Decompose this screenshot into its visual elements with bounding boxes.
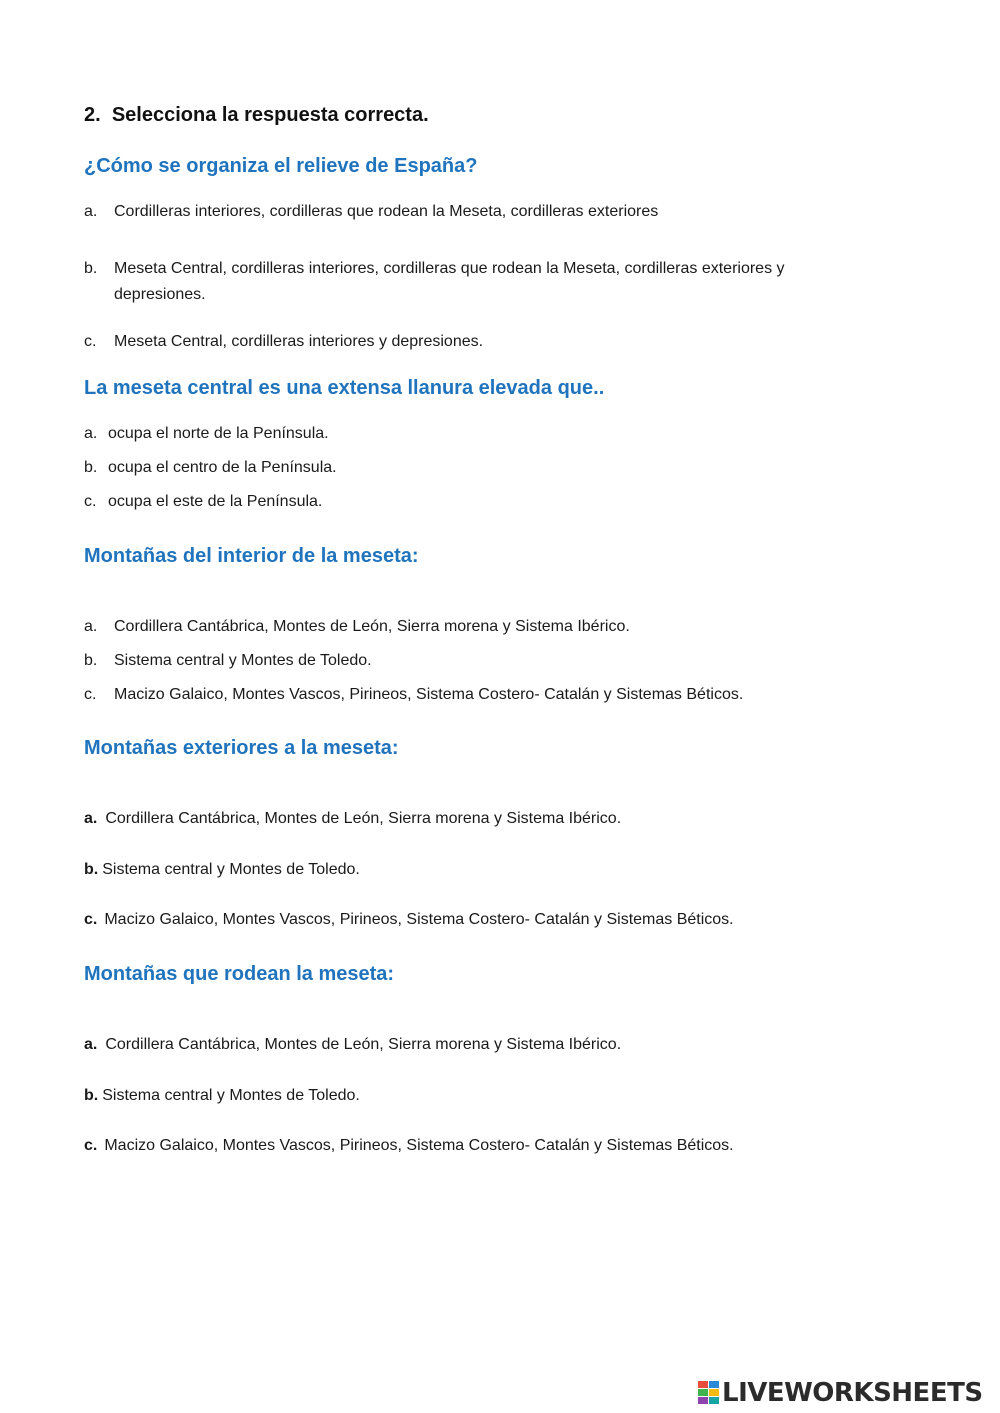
- question-3-option-a[interactable]: [84, 618, 630, 636]
- question-2-option-c[interactable]: [84, 493, 322, 511]
- question-1-option-a[interactable]: [84, 203, 658, 221]
- option-letter: c.: [84, 1137, 98, 1154]
- question-4-option-b[interactable]: [84, 861, 360, 879]
- option-text: Cordillera Cantábrica, Montes de León, Sierra morena y Sistema Ibérico.: [105, 810, 622, 827]
- liveworksheets-logo[interactable]: [698, 1376, 983, 1410]
- question-2-option-a[interactable]: [84, 425, 329, 443]
- option-letter: c.: [84, 911, 98, 928]
- liveworksheets-logo-text: LIVEWORKSHEETS: [722, 1378, 983, 1408]
- option-text: Cordillera Cantábrica, Montes de León, Sierra morena y Sistema Ibérico.: [105, 1036, 622, 1053]
- question-5-option-b[interactable]: [84, 1087, 360, 1105]
- option-letter: a.: [84, 810, 98, 827]
- option-text: Cordillera Cantábrica, Montes de León, Sierra morena y Sistema Ibérico.: [114, 618, 630, 635]
- title-number: 2.: [84, 104, 101, 126]
- option-letter: a.: [84, 203, 98, 220]
- option-letter: b.: [84, 1087, 99, 1104]
- question-1-heading: ¿Cómo se organiza el relieve de España?: [84, 155, 478, 177]
- question-3-option-b[interactable]: [84, 652, 372, 670]
- option-letter: b.: [84, 861, 99, 878]
- title-text: Selecciona la respuesta correcta.: [111, 104, 429, 126]
- question-1-option-b[interactable]: [84, 256, 785, 308]
- option-letter: c.: [84, 493, 97, 510]
- option-text: Sistema central y Montes de Toledo.: [102, 861, 360, 878]
- option-letter: a.: [84, 425, 98, 442]
- liveworksheets-logo-icon: [698, 1381, 720, 1405]
- option-letter: a.: [84, 618, 98, 635]
- option-text: Sistema central y Montes de Toledo.: [102, 1087, 360, 1104]
- option-letter: b.: [84, 260, 98, 277]
- option-letter: b.: [84, 652, 98, 669]
- option-text: ocupa el centro de la Península.: [108, 459, 337, 476]
- option-text: Cordilleras interiores, cordilleras que rodean la Meseta, cordilleras exteriores: [114, 203, 659, 220]
- option-text-continued: depresiones.: [114, 286, 206, 303]
- question-3-option-c[interactable]: [84, 686, 743, 704]
- option-letter: c.: [84, 333, 97, 350]
- question-4-heading: Montañas exteriores a la meseta:: [84, 737, 399, 759]
- option-text: Macizo Galaico, Montes Vascos, Pirineos, Sistema Costero- Catalán y Sistemas Béticos.: [104, 911, 734, 928]
- option-letter: c.: [84, 686, 97, 703]
- question-5-option-a[interactable]: [84, 1036, 621, 1054]
- option-letter: a.: [84, 1036, 98, 1053]
- option-letter: b.: [84, 459, 98, 476]
- question-1-option-c[interactable]: [84, 333, 483, 351]
- option-text: ocupa el este de la Península.: [108, 493, 323, 510]
- question-5-option-c[interactable]: [84, 1137, 734, 1155]
- question-4-option-a[interactable]: [84, 810, 621, 828]
- question-5-heading: Montañas que rodean la meseta:: [84, 963, 395, 985]
- question-2-heading: La meseta central es una extensa llanura elevada que..: [84, 377, 605, 399]
- page-title: [84, 104, 429, 127]
- option-text: Sistema central y Montes de Toledo.: [114, 652, 372, 669]
- option-text: Macizo Galaico, Montes Vascos, Pirineos, Sistema Costero- Catalán y Sistemas Béticos.: [104, 1137, 734, 1154]
- question-3-heading: Montañas del interior de la meseta:: [84, 545, 419, 567]
- option-text: Meseta Central, cordilleras interiores y depresiones.: [114, 333, 484, 350]
- option-text: ocupa el norte de la Península.: [108, 425, 329, 442]
- question-4-option-c[interactable]: [84, 911, 734, 929]
- option-text: Macizo Galaico, Montes Vascos, Pirineos, Sistema Costero- Catalán y Sistemas Béticos.: [114, 686, 744, 703]
- question-2-option-b[interactable]: [84, 459, 337, 477]
- option-text: Meseta Central, cordilleras interiores, cordilleras que rodean la Meseta, cordilleras exteriores y: [114, 260, 785, 277]
